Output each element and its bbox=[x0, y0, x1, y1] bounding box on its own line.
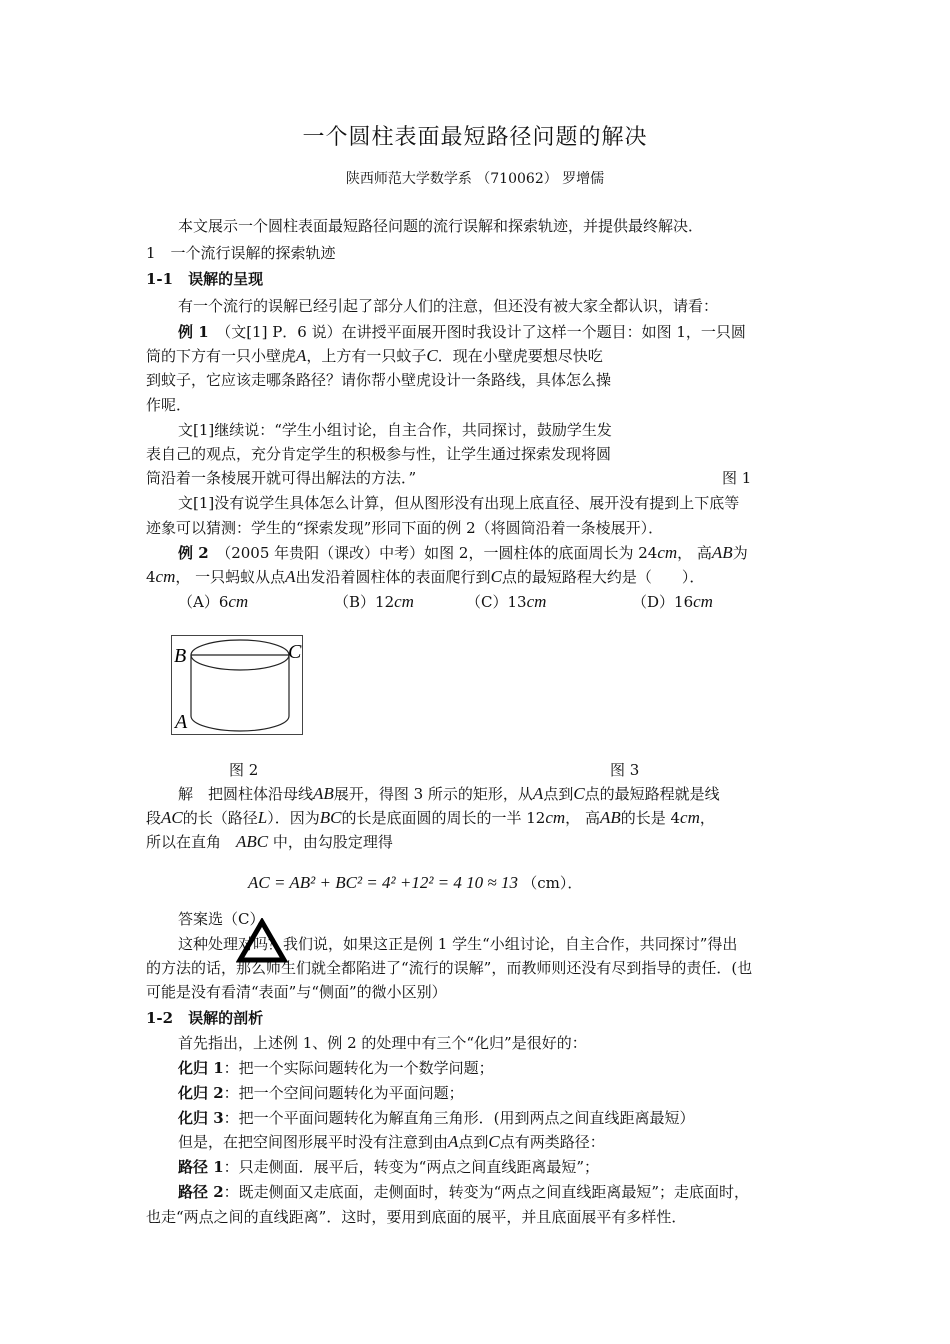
paragraph-3-line-1: 这种处理对吗？我们说，如果这正是例 1 学生“小组讨论，自主合作，共同探讨”得出 bbox=[178, 935, 738, 953]
figure-3-caption: 图 3 bbox=[610, 761, 640, 779]
option-b: （B）12cm bbox=[334, 592, 414, 611]
example-2-line-1: 例 2 （2005 年贵阳（课改）中考）如图 2，一圆柱体的底面周长为 24cm， 高AB为 bbox=[178, 543, 748, 562]
example-1-line-2: 筒的下方有一只小壁虎A，上方有一只蚊子C．现在小壁虎要想尽快吃 bbox=[146, 346, 603, 365]
paragraph-5: 但是，在把空间图形展平时没有注意到由A点到C点有两类路径： bbox=[178, 1132, 605, 1151]
quote-line-2: 表自己的观点，充分肯定学生的积极参与性，让学生通过探索发现将圆 bbox=[146, 445, 612, 463]
paragraph-3-line-3: 可能是没有看清“表面”与“侧面”的微小区别） bbox=[146, 983, 447, 1001]
paragraph-2-line-1: 文[1]没有说学生具体怎么计算，但从图形没有出现上底直径、展开没有提到上下底等 bbox=[178, 494, 740, 512]
option-a: （A）6cm bbox=[178, 592, 249, 611]
point-a-label: A bbox=[175, 711, 188, 733]
example-1-line-4: 作呢． bbox=[146, 396, 192, 414]
point-b-label: B bbox=[174, 645, 187, 667]
solution-line-1: 解 把圆柱体沿母线AB展开，得图 3 所示的矩形，从A点到C点的最短路程就是线 bbox=[178, 784, 720, 803]
quote-line-1: 文[1]继续说：“学生小组讨论，自主合作，共同探讨，鼓励学生发 bbox=[178, 421, 612, 439]
route-1: 路径 1：只走侧面．展平后，转变为“两点之间直线距离最短”； bbox=[178, 1158, 600, 1176]
abstract: 本文展示一个圆柱表面最短路径问题的流行误解和探索轨迹，并提供最终解决． bbox=[178, 217, 704, 235]
reduction-1: 化归 1：把一个实际问题转化为一个数学问题； bbox=[178, 1059, 494, 1077]
solution-line-3: 所以在直角 ABC 中，由勾股定理得 bbox=[146, 832, 393, 851]
option-c: （C）13cm bbox=[466, 592, 547, 611]
paragraph-3-line-2: 的方法的话，那么师生们就全都陷进了“流行的误解”，而教师则还没有尽到指导的责任．(也 bbox=[146, 959, 753, 977]
section-1-heading: 1 一个流行误解的探索轨迹 bbox=[146, 244, 336, 262]
pythagoras-formula: AC = AB² + BC² = 4² +12² = 4 10 ≈ 13 （cm）． bbox=[248, 873, 583, 892]
example-1-line-1: 例 1 （文[1] P．6 说）在讲授平面展开图时我设计了这样一个题目：如图 1，一只圆 bbox=[178, 323, 746, 341]
figure-2-caption: 图 2 bbox=[229, 761, 259, 779]
example-1-line-3: 到蚊子，它应该走哪条路径？请你帮小壁虎设计一条路线，具体怎么操 bbox=[146, 371, 612, 389]
solution-line-2: 段AC的长（路径L）．因为BC的长是底面圆的周长的一半 12cm， 高AB的长是 4cm， bbox=[146, 808, 715, 827]
warning-triangle-icon bbox=[236, 918, 288, 968]
paragraph-1: 有一个流行的误解已经引起了部分人们的注意，但还没有被大家全都认识，请看： bbox=[178, 297, 719, 315]
route-2-line-2: 也走“两点之间的直线距离”．这时，要用到底面的展平，并且底面展平有多样性． bbox=[146, 1208, 687, 1226]
cylinder-figure bbox=[171, 635, 303, 735]
section-1-2-heading: 1-2 误解的剖析 bbox=[146, 1009, 264, 1027]
paragraph-4: 首先指出，上述例 1、例 2 的处理中有三个“化归”是很好的： bbox=[178, 1034, 587, 1052]
figure-1-caption: 图 1 bbox=[722, 469, 752, 487]
paragraph-2-line-2: 迹象可以猜测：学生的“探索发现”形同下面的例 2（将圆筒沿着一条棱展开）． bbox=[146, 519, 664, 537]
quote-line-3: 筒沿着一条棱展开就可得出解法的方法．” bbox=[146, 469, 417, 487]
example-2-line-2: 4cm， 一只蚂蚁从点A出发沿着圆柱体的表面爬行到C点的最短路程大约是（ ）． bbox=[146, 567, 705, 586]
reduction-3: 化归 3：把一个平面问题转化为解直角三角形．(用到两点之间直线距离最短） bbox=[178, 1109, 695, 1127]
section-1-1-heading: 1-1 误解的呈现 bbox=[146, 270, 264, 288]
option-d: （D）16cm bbox=[632, 592, 713, 611]
page-title: 一个圆柱表面最短路径问题的解决 bbox=[302, 125, 648, 150]
reduction-2: 化归 2：把一个空间问题转化为平面问题； bbox=[178, 1084, 464, 1102]
author-line: 陕西师范大学数学系 （710062） 罗增儒 bbox=[345, 171, 605, 187]
answer-line: 答案选（C）． bbox=[178, 910, 272, 928]
point-c-label: C bbox=[288, 641, 302, 663]
route-2-line-1: 路径 2：既走侧面又走底面，走侧面时，转变为“两点之间直线距离最短”；走底面时， bbox=[178, 1183, 750, 1201]
